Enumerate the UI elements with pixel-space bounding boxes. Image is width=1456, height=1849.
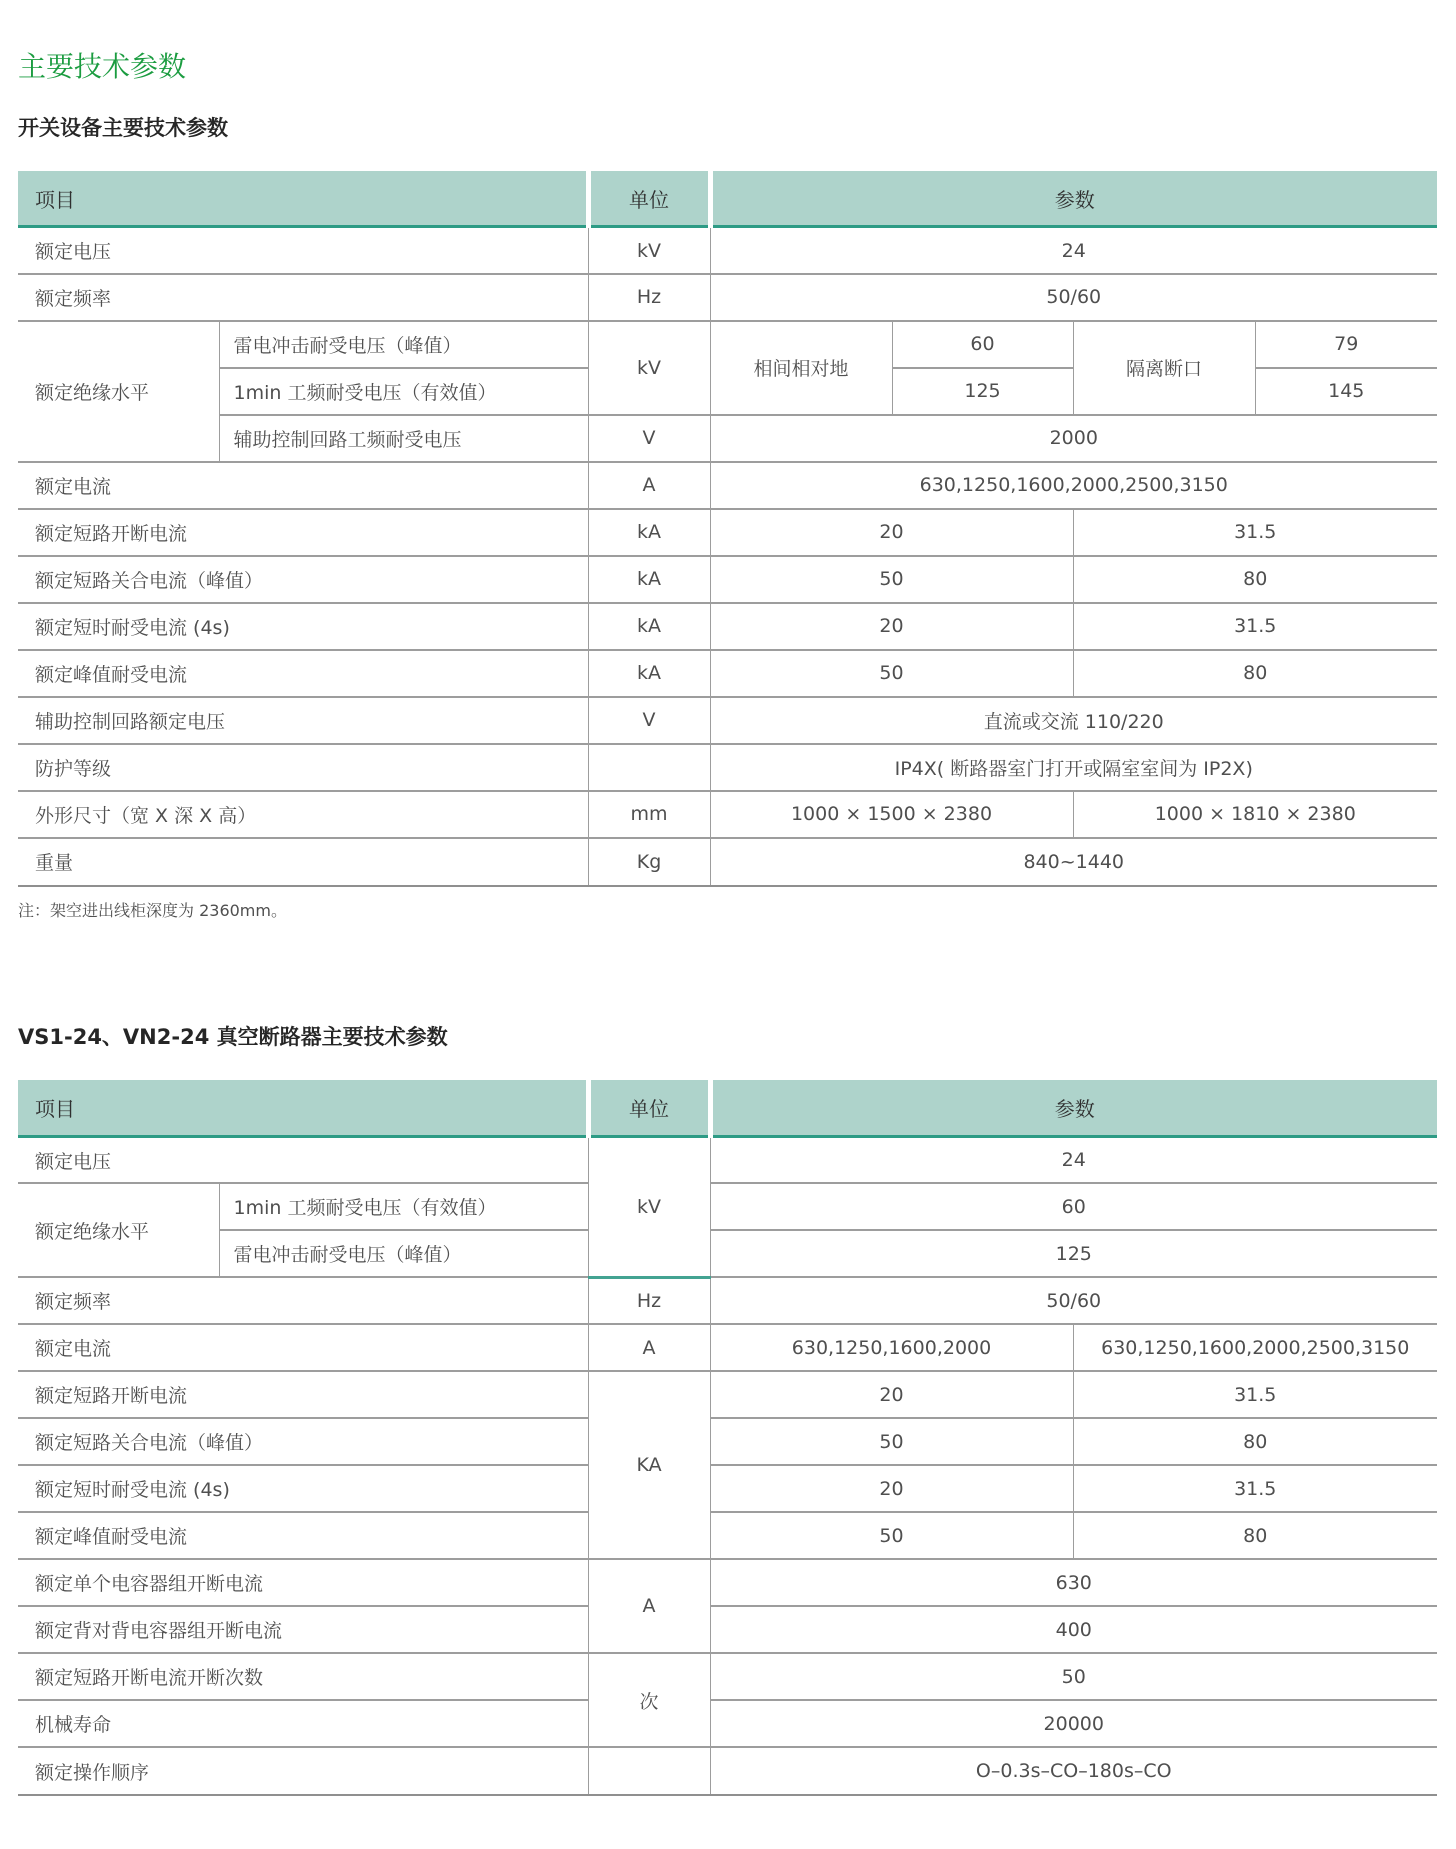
sub-row-label-cell: 辅助控制回路工频耐受电压 bbox=[219, 415, 588, 462]
row-label-cell: 重量 bbox=[18, 838, 588, 885]
value-cell: 630,1250,1600,2000,2500,3150 bbox=[1073, 1324, 1437, 1371]
sub-row-label-cell: 雷电冲击耐受电压（峰值） bbox=[219, 1230, 588, 1277]
sub-row-label-cell: 1min 工频耐受电压（有效值） bbox=[219, 368, 588, 415]
value-cell: 50 bbox=[710, 650, 1073, 697]
unit-cell: kV bbox=[588, 227, 710, 274]
unit-cell: V bbox=[588, 697, 710, 744]
row-label-cell: 额定短时耐受电流 (4s) bbox=[18, 603, 588, 650]
table-row bbox=[18, 1418, 1437, 1465]
unit-cell: kV bbox=[588, 321, 710, 415]
table-row bbox=[18, 321, 1437, 368]
value-cell: 60 bbox=[710, 1183, 1437, 1230]
value-cell: IP4X( 断路器室门打开或隔室室间为 IP2X) bbox=[710, 744, 1437, 791]
column-header: 参数 bbox=[710, 171, 1437, 227]
value-cell: 直流或交流 110/220 bbox=[710, 697, 1437, 744]
value-cell: 145 bbox=[1255, 368, 1437, 415]
value-cell: 31.5 bbox=[1073, 509, 1437, 556]
value-cell: 80 bbox=[1073, 1512, 1437, 1559]
table-row bbox=[18, 603, 1437, 650]
unit-cell: A bbox=[588, 462, 710, 509]
table-row bbox=[18, 1559, 1437, 1606]
value-cell: 125 bbox=[710, 1230, 1437, 1277]
sub-row-label-cell: 1min 工频耐受电压（有效值） bbox=[219, 1183, 588, 1230]
column-header: 参数 bbox=[710, 1080, 1437, 1136]
row-label-cell: 额定频率 bbox=[18, 274, 588, 321]
value-cell: 125 bbox=[892, 368, 1073, 415]
row-label-cell: 额定操作顺序 bbox=[18, 1747, 588, 1794]
value-cell: 630,1250,1600,2000 bbox=[710, 1324, 1073, 1371]
table-row bbox=[18, 1653, 1437, 1700]
value-cell: 31.5 bbox=[1073, 1371, 1437, 1418]
value-cell: 50 bbox=[710, 1653, 1437, 1700]
unit-cell: KA bbox=[588, 1371, 710, 1559]
table-row bbox=[18, 1465, 1437, 1512]
section1-subtitle: 开关设备主要技术参数 bbox=[18, 115, 228, 140]
value-cell: 20 bbox=[710, 1371, 1073, 1418]
row-label-cell: 额定电压 bbox=[18, 227, 588, 274]
unit-cell: kV bbox=[588, 1136, 710, 1277]
row-label-cell: 辅助控制回路额定电压 bbox=[18, 697, 588, 744]
unit-cell: A bbox=[588, 1559, 710, 1653]
table-row bbox=[18, 697, 1437, 744]
table-row bbox=[18, 1747, 1437, 1794]
switchgear-spec-table bbox=[18, 171, 1437, 885]
row-label-cell: 额定频率 bbox=[18, 1277, 588, 1324]
breaker-spec-table bbox=[18, 1080, 1437, 1794]
page-title: 主要技术参数 bbox=[18, 50, 187, 83]
row-label-cell: 额定电压 bbox=[18, 1136, 588, 1183]
table-row bbox=[18, 509, 1437, 556]
table-row bbox=[18, 415, 1437, 462]
table-header-row bbox=[18, 171, 1437, 227]
table-row bbox=[18, 744, 1437, 791]
value-cell: 50/60 bbox=[710, 1277, 1437, 1324]
unit-cell: V bbox=[588, 415, 710, 462]
table-row bbox=[18, 227, 1437, 274]
value-cell: 20 bbox=[710, 509, 1073, 556]
row-label-cell: 机械寿命 bbox=[18, 1700, 588, 1747]
table-row bbox=[18, 838, 1437, 885]
table-row bbox=[18, 1183, 1437, 1230]
value-cell: 20000 bbox=[710, 1700, 1437, 1747]
table-row bbox=[18, 650, 1437, 697]
value-cell: 20 bbox=[710, 1465, 1073, 1512]
row-label-cell: 额定电流 bbox=[18, 1324, 588, 1371]
table-row bbox=[18, 1277, 1437, 1324]
row-label-cell: 额定单个电容器组开断电流 bbox=[18, 1559, 588, 1606]
table-row bbox=[18, 556, 1437, 603]
table-row bbox=[18, 274, 1437, 321]
table-footnote: 注：架空进出线柜深度为 2360mm。 bbox=[18, 900, 287, 920]
section2-subtitle: VS1-24、VN2-24 真空断路器主要技术参数 bbox=[18, 1025, 448, 1050]
column-header: 单位 bbox=[588, 1080, 710, 1136]
table-row bbox=[18, 1606, 1437, 1653]
value-cell: 80 bbox=[1073, 556, 1437, 603]
value-cell: 隔离断口 bbox=[1073, 321, 1255, 415]
unit-cell bbox=[588, 1747, 710, 1794]
row-label-cell: 额定短路关合电流（峰值） bbox=[18, 556, 588, 603]
value-cell: O–0.3s–CO–180s–CO bbox=[710, 1747, 1437, 1794]
table-row bbox=[18, 1371, 1437, 1418]
row-label-cell: 额定峰值耐受电流 bbox=[18, 1512, 588, 1559]
value-cell: 24 bbox=[710, 1136, 1437, 1183]
value-cell: 840~1440 bbox=[710, 838, 1437, 885]
value-cell: 79 bbox=[1255, 321, 1437, 368]
value-cell: 50 bbox=[710, 556, 1073, 603]
unit-cell: kA bbox=[588, 556, 710, 603]
value-cell: 630,1250,1600,2000,2500,3150 bbox=[710, 462, 1437, 509]
value-cell: 50/60 bbox=[710, 274, 1437, 321]
value-cell: 20 bbox=[710, 603, 1073, 650]
unit-cell bbox=[588, 744, 710, 791]
table-row bbox=[18, 1136, 1437, 1183]
unit-cell: Hz bbox=[588, 274, 710, 321]
row-label-cell: 额定短路开断电流 bbox=[18, 509, 588, 556]
value-cell: 400 bbox=[710, 1606, 1437, 1653]
table-row bbox=[18, 1700, 1437, 1747]
value-cell: 60 bbox=[892, 321, 1073, 368]
unit-cell: 次 bbox=[588, 1653, 710, 1747]
value-cell: 31.5 bbox=[1073, 603, 1437, 650]
breaker-table-wrap bbox=[18, 1080, 1437, 1796]
unit-cell: kA bbox=[588, 509, 710, 556]
row-label-cell: 额定背对背电容器组开断电流 bbox=[18, 1606, 588, 1653]
row-label-cell: 额定电流 bbox=[18, 462, 588, 509]
column-header: 项目 bbox=[18, 171, 588, 227]
value-cell: 50 bbox=[710, 1512, 1073, 1559]
value-cell: 50 bbox=[710, 1418, 1073, 1465]
unit-cell: Hz bbox=[588, 1277, 710, 1324]
value-cell: 相间相对地 bbox=[710, 321, 892, 415]
unit-cell: kA bbox=[588, 603, 710, 650]
row-label-cell: 额定短时耐受电流 (4s) bbox=[18, 1465, 588, 1512]
column-header: 单位 bbox=[588, 171, 710, 227]
table-row bbox=[18, 1512, 1437, 1559]
value-cell: 24 bbox=[710, 227, 1437, 274]
value-cell: 630 bbox=[710, 1559, 1437, 1606]
row-label-cell: 外形尺寸（宽 X 深 X 高） bbox=[18, 791, 588, 838]
table-row bbox=[18, 791, 1437, 838]
unit-cell: mm bbox=[588, 791, 710, 838]
switchgear-table-wrap bbox=[18, 171, 1437, 887]
unit-cell: A bbox=[588, 1324, 710, 1371]
table-header-row bbox=[18, 1080, 1437, 1136]
value-cell: 80 bbox=[1073, 1418, 1437, 1465]
column-header: 项目 bbox=[18, 1080, 588, 1136]
value-cell: 80 bbox=[1073, 650, 1437, 697]
row-label-cell: 防护等级 bbox=[18, 744, 588, 791]
sub-row-label-cell: 雷电冲击耐受电压（峰值） bbox=[219, 321, 588, 368]
value-cell: 1000 × 1810 × 2380 bbox=[1073, 791, 1437, 838]
unit-cell: kA bbox=[588, 650, 710, 697]
row-label-cell: 额定峰值耐受电流 bbox=[18, 650, 588, 697]
table-row bbox=[18, 1324, 1437, 1371]
row-label-cell: 额定短路开断电流开断次数 bbox=[18, 1653, 588, 1700]
row-label-cell: 额定短路关合电流（峰值） bbox=[18, 1418, 588, 1465]
value-cell: 2000 bbox=[710, 415, 1437, 462]
row-label-cell: 额定短路开断电流 bbox=[18, 1371, 588, 1418]
unit-cell: Kg bbox=[588, 838, 710, 885]
table-row bbox=[18, 462, 1437, 509]
value-cell: 1000 × 1500 × 2380 bbox=[710, 791, 1073, 838]
row-label-cell: 额定绝缘水平 bbox=[18, 321, 219, 462]
table-row bbox=[18, 1230, 1437, 1277]
row-label-cell: 额定绝缘水平 bbox=[18, 1183, 219, 1277]
value-cell: 31.5 bbox=[1073, 1465, 1437, 1512]
